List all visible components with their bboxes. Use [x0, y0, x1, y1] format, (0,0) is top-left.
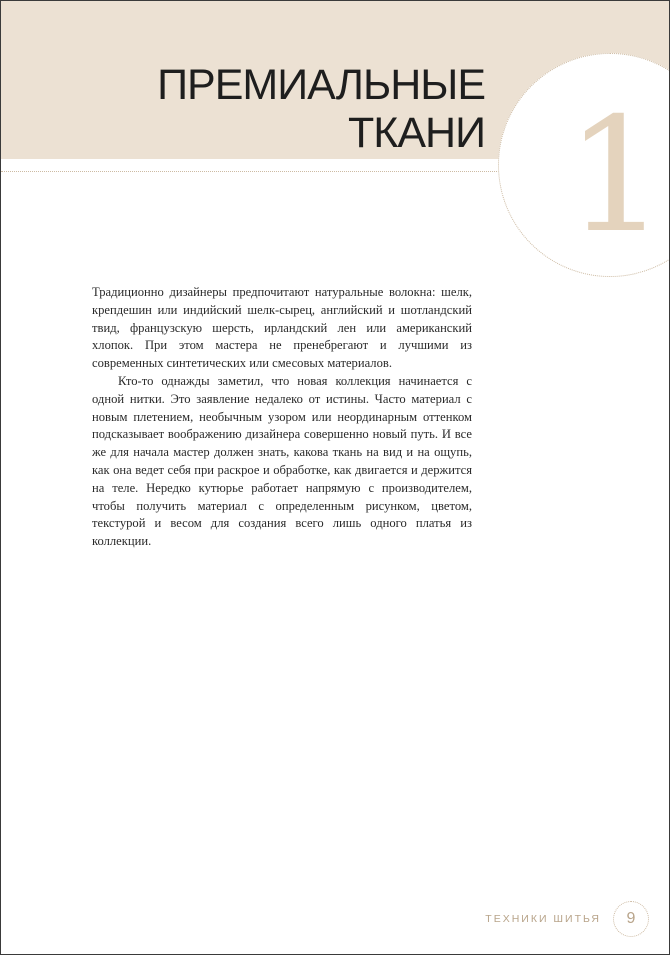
chapter-title-line-1: ПРЕМИАЛЬНЫЕ: [157, 61, 485, 109]
paragraph-2: Кто-то однажды заметил, что новая коллекция начинается с одной нитки. Это заявление недалеко от истины. Часто материал с новым плетением, необычным узором или неординарным оттенком подсказывает воображению дизайнера совершенно новый путь. И все же для начала мастер должен знать, какова ткань на вид и на ощупь, как она ведет себя при раскрое и обработке, как двигается и держится на теле. Нередко кутюрье работает напрямую с производителем, чтобы получить материал с определенным рисунком, цветом, текстурой и весом для создания всего лишь одного платья из коллекции.: [92, 373, 472, 549]
footer-section-label: ТЕХНИКИ ШИТЬЯ: [485, 913, 601, 925]
chapter-number: 1: [565, 84, 667, 268]
page-number: 9: [613, 901, 649, 937]
chapter-title: [157, 61, 485, 157]
chapter-title-line-2: ТКАНИ: [348, 109, 485, 157]
page-footer: [485, 898, 649, 940]
paragraph-1: Традиционно дизайнеры предпочитают натуральные волокна: шелк, крепдешин или индийский шелк-сырец, английский и шотландский твид, французскую шерсть, ирландский лен или американский хлопок. При этом мастера не пренебрегают и лучшими из современных синтетических или смесовых материалов.: [92, 285, 472, 371]
body-text: [92, 284, 472, 551]
